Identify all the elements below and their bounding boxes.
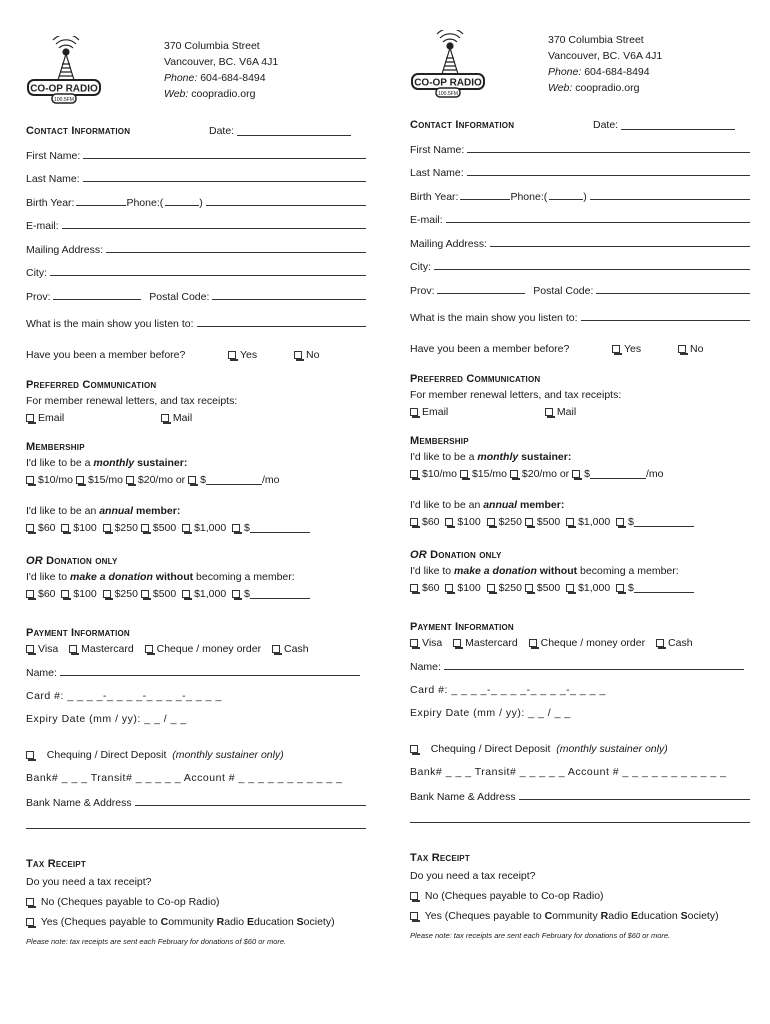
tax-question: Do you need a tax receipt?	[410, 869, 536, 882]
svg-text:CO-OP RADIO: CO-OP RADIO	[414, 77, 482, 89]
member-before-row: Have you been a member before? Yes No	[26, 348, 320, 361]
annual-250-checkbox[interactable]	[103, 524, 111, 532]
phone-line: Phone: 604-684-8494	[164, 72, 266, 84]
tax-question: Do you need a tax receipt?	[26, 875, 152, 888]
membership-title: Membership	[410, 435, 469, 447]
last-name-field[interactable]: Last Name:	[26, 167, 366, 191]
tax-no-checkbox[interactable]	[410, 892, 418, 900]
annual-1000-checkbox[interactable]	[566, 518, 574, 526]
org-address	[548, 32, 662, 96]
membership-title: Membership	[26, 441, 85, 453]
monthly-15-checkbox[interactable]	[460, 470, 468, 478]
bank-address-line[interactable]	[410, 808, 750, 832]
chequing-row: Chequing / Direct Deposit (monthly sustainer only)	[410, 738, 750, 762]
pay-cheque-checkbox[interactable]	[145, 645, 153, 653]
card-number-field[interactable]: Card #: _ _ _ _-_ _ _ _-_ _ _ _-_ _ _ _	[410, 683, 606, 696]
pay-mastercard-checkbox[interactable]	[453, 639, 461, 647]
donation-60-checkbox[interactable]	[26, 590, 34, 598]
communication-title: Preferred Communication	[410, 373, 541, 385]
pay-visa-checkbox[interactable]	[26, 645, 34, 653]
tax-yes-checkbox[interactable]	[26, 918, 34, 926]
member-before-no-checkbox[interactable]	[294, 351, 302, 359]
svg-text:100.5FM: 100.5FM	[438, 91, 458, 97]
pay-mastercard-checkbox[interactable]	[69, 645, 77, 653]
comm-mail-checkbox[interactable]	[545, 408, 553, 416]
tax-no-checkbox[interactable]	[26, 898, 34, 906]
annual-line: I'd like to be an annual member:	[410, 499, 565, 511]
contact-header: Contact Information Date:	[410, 114, 750, 138]
web-line: Web: coopradio.org	[164, 88, 256, 100]
email-field[interactable]: E-mail:	[410, 208, 750, 232]
main-show-field[interactable]: What is the main show you listen to:	[26, 312, 366, 336]
phone-line: Phone: 604-684-8494	[548, 66, 650, 78]
annual-250-checkbox[interactable]	[487, 518, 495, 526]
tax-title: Tax Receipt	[26, 857, 86, 870]
bank-name-field[interactable]: Bank Name & Address	[410, 785, 750, 809]
donation-line: I'd like to make a donation without becoming a member:	[410, 565, 679, 577]
expiry-field[interactable]: Expiry Date (mm / yy): _ _ / _ _	[410, 707, 571, 719]
mailing-address-field[interactable]: Mailing Address:	[410, 232, 750, 256]
first-name-field[interactable]: First Name:	[26, 144, 366, 168]
monthly-10-checkbox[interactable]	[26, 476, 34, 484]
donation-title: OR Donation only	[410, 549, 502, 561]
monthly-line: I'd like to be a monthly sustainer:	[26, 457, 188, 469]
pay-cheque-checkbox[interactable]	[529, 639, 537, 647]
donation-1000-checkbox[interactable]	[566, 584, 574, 592]
pay-visa-checkbox[interactable]	[410, 639, 418, 647]
monthly-10-checkbox[interactable]	[410, 470, 418, 478]
donation-100-checkbox[interactable]	[61, 590, 69, 598]
monthly-options: $10/mo $15/mo $20/mo or $ /mo	[410, 466, 750, 483]
communication-desc: For member renewal letters, and tax receipts:	[410, 389, 622, 401]
card-name-field[interactable]: Name:	[26, 661, 366, 685]
tax-title: Tax Receipt	[410, 851, 470, 864]
pay-cash-checkbox[interactable]	[656, 639, 664, 647]
contact-title: Contact Information	[26, 125, 131, 137]
chequing-checkbox[interactable]	[26, 751, 34, 759]
monthly-custom-amount[interactable]	[590, 466, 646, 479]
bank-name-field[interactable]: Bank Name & Address	[26, 791, 366, 815]
member-before-yes-checkbox[interactable]	[612, 345, 620, 353]
prov-postal-field[interactable]: Prov: Postal Code:	[26, 285, 366, 309]
donation-60-checkbox[interactable]	[410, 584, 418, 592]
annual-custom-checkbox[interactable]	[616, 518, 624, 526]
co-op-radio-logo	[26, 36, 106, 108]
expiry-field[interactable]: Expiry Date (mm / yy): _ _ / _ _	[26, 713, 187, 725]
communication-desc: For member renewal letters, and tax receipts:	[26, 395, 238, 407]
svg-text:CO-OP RADIO: CO-OP RADIO	[30, 83, 98, 95]
mailing-address-field[interactable]: Mailing Address:	[26, 238, 366, 262]
member-before-row: Have you been a member before? Yes No	[410, 342, 704, 355]
tax-note: Please note: tax receipts are sent each February for donations of $60 or more.	[410, 930, 671, 940]
donation-line: I'd like to make a donation without becoming a member:	[26, 571, 295, 583]
donation-custom-checkbox[interactable]	[232, 590, 240, 598]
payment-options: Visa Mastercard Cheque / money order Cash	[410, 635, 750, 652]
member-before-no-checkbox[interactable]	[678, 345, 686, 353]
contact-header: Contact Information Date:	[26, 120, 366, 144]
date-field[interactable]	[621, 117, 735, 130]
form-header	[26, 36, 366, 120]
chequing-checkbox[interactable]	[410, 745, 418, 753]
annual-options: $60 $100 $250 $500 $1,000 $	[26, 520, 366, 537]
bank-numbers-field[interactable]: Bank# _ _ _ Transit# _ _ _ _ _ Account # _ _ _ _ _ _ _ _ _ _ _	[26, 772, 343, 784]
chequing-row: Chequing / Direct Deposit (monthly sustainer only)	[26, 744, 366, 768]
communication-title: Preferred Communication	[26, 379, 157, 391]
donation-custom-checkbox[interactable]	[616, 584, 624, 592]
annual-100-checkbox[interactable]	[61, 524, 69, 532]
communication-options: Email Mail	[26, 410, 366, 427]
monthly-line: I'd like to be a monthly sustainer:	[410, 451, 572, 463]
address-line-2: Vancouver, BC. V6A 4J1	[548, 50, 663, 62]
form-header	[410, 30, 750, 114]
communication-options: Email Mail	[410, 404, 750, 421]
prov-postal-field[interactable]: Prov: Postal Code:	[410, 279, 750, 303]
tax-yes-checkbox[interactable]	[410, 912, 418, 920]
address-line-1: 370 Columbia Street	[548, 34, 644, 46]
monthly-20-checkbox[interactable]	[510, 470, 518, 478]
comm-mail-checkbox[interactable]	[161, 414, 169, 422]
annual-500-checkbox[interactable]	[525, 518, 533, 526]
bank-numbers-field[interactable]: Bank# _ _ _ Transit# _ _ _ _ _ Account # _ _ _ _ _ _ _ _ _ _ _	[410, 766, 727, 778]
email-field[interactable]: E-mail:	[26, 214, 366, 238]
donation-1000-checkbox[interactable]	[182, 590, 190, 598]
tax-note: Please note: tax receipts are sent each February for donations of $60 or more.	[26, 936, 287, 946]
svg-text:100.5FM: 100.5FM	[54, 97, 74, 103]
monthly-custom-checkbox[interactable]	[188, 476, 196, 484]
annual-100-checkbox[interactable]	[445, 518, 453, 526]
annual-60-checkbox[interactable]	[410, 518, 418, 526]
main-show-field[interactable]: What is the main show you listen to:	[410, 306, 750, 330]
membership-form-left	[26, 36, 366, 952]
first-name-field[interactable]: First Name:	[410, 138, 750, 162]
membership-form-right	[410, 30, 750, 946]
birth-phone-field[interactable]: Birth Year: Phone:( )	[410, 185, 750, 209]
payment-title: Payment Information	[410, 621, 514, 633]
payment-options: Visa Mastercard Cheque / money order Cash	[26, 641, 366, 658]
address-line-1: 370 Columbia Street	[164, 40, 260, 52]
donation-options: $60 $100 $250 $500 $1,000 $	[26, 586, 366, 603]
annual-options: $60 $100 $250 $500 $1,000 $	[410, 514, 750, 531]
monthly-15-checkbox[interactable]	[76, 476, 84, 484]
monthly-options: $10/mo $15/mo $20/mo or $ /mo	[26, 472, 366, 489]
donation-100-checkbox[interactable]	[445, 584, 453, 592]
monthly-custom-amount[interactable]	[206, 472, 262, 485]
annual-1000-checkbox[interactable]	[182, 524, 190, 532]
annual-line: I'd like to be an annual member:	[26, 505, 181, 517]
annual-60-checkbox[interactable]	[26, 524, 34, 532]
pay-cash-checkbox[interactable]	[272, 645, 280, 653]
contact-title: Contact Information	[410, 119, 515, 131]
org-address	[164, 38, 278, 102]
co-op-radio-logo	[410, 30, 490, 102]
city-field[interactable]: City:	[26, 261, 366, 285]
web-line: Web: coopradio.org	[548, 82, 640, 94]
tax-no-row: No (Cheques payable to Co-op Radio)	[26, 892, 366, 912]
donation-options: $60 $100 $250 $500 $1,000 $	[410, 580, 750, 597]
card-number-field[interactable]: Card #: _ _ _ _-_ _ _ _-_ _ _ _-_ _ _ _	[26, 689, 222, 702]
donation-250-checkbox[interactable]	[103, 590, 111, 598]
tax-yes-row: Yes (Cheques payable to Community Radio Education Society)	[410, 906, 750, 926]
comm-email-checkbox[interactable]	[26, 414, 34, 422]
last-name-field[interactable]: Last Name:	[410, 161, 750, 185]
bank-address-line[interactable]	[26, 814, 366, 838]
donation-500-checkbox[interactable]	[141, 590, 149, 598]
donation-title: OR Donation only	[26, 555, 118, 567]
tax-yes-row: Yes (Cheques payable to Community Radio Education Society)	[26, 912, 366, 932]
city-field[interactable]: City:	[410, 255, 750, 279]
annual-custom-checkbox[interactable]	[232, 524, 240, 532]
payment-title: Payment Information	[26, 627, 130, 639]
donation-500-checkbox[interactable]	[525, 584, 533, 592]
date-field[interactable]	[237, 123, 351, 136]
donation-250-checkbox[interactable]	[487, 584, 495, 592]
birth-phone-field[interactable]: Birth Year: Phone:( )	[26, 191, 366, 215]
monthly-custom-checkbox[interactable]	[572, 470, 580, 478]
comm-email-checkbox[interactable]	[410, 408, 418, 416]
member-before-yes-checkbox[interactable]	[228, 351, 236, 359]
card-name-field[interactable]: Name:	[410, 655, 750, 679]
address-line-2: Vancouver, BC. V6A 4J1	[164, 56, 279, 68]
annual-500-checkbox[interactable]	[141, 524, 149, 532]
monthly-20-checkbox[interactable]	[126, 476, 134, 484]
tax-no-row: No (Cheques payable to Co-op Radio)	[410, 886, 750, 906]
